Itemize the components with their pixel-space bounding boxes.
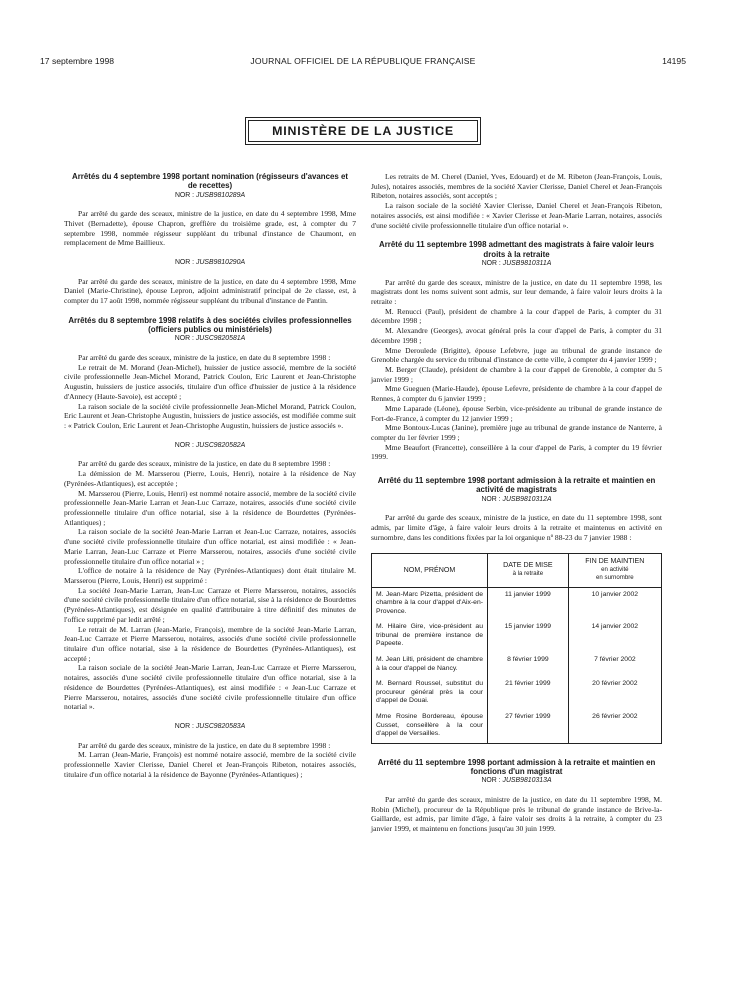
decree-title: Arrêté du 11 septembre 1998 portant admission à la retraite et maintien en fonctions d'un magistrat: [377, 757, 656, 777]
column-header-retirement-date: DATE DE MISE à la retraite: [488, 553, 569, 587]
table-row: [372, 620, 662, 653]
header-date: 17 septembre 1998: [40, 56, 115, 66]
paragraph: L'office de notaire à la résidence de Nay (Pyrénées-Atlantiques) dont était titulaire M. Marsserou (Pierre, Louis, Henri) est supprimé :: [64, 566, 356, 585]
nor-reference: NOR : JUSC9820582A: [174, 441, 246, 449]
paragraph: La raison sociale de la société civile professionnelle Jean-Michel Morand, Patrick Coulon, Eric Laurent et Jean-Christophe Augustin, huissiers de justice associés, est modifiée comme suit : « Patrick Coulon, Eric Laurent et Jean-Christophe Augustin, huissiers de justice associés ».: [64, 401, 356, 431]
paragraph: M. Alexandre (Georges), avocat général près la cour d'appel de Paris, à compter du 31 décembre 1998 ;: [371, 326, 662, 345]
table-row: [372, 587, 662, 620]
cell-end-date: 26 février 2002: [568, 710, 661, 743]
paragraph: La démission de M. Marsserou (Pierre, Louis, Henri), notaire à la résidence de Nay (Pyrénées-Atlantiques), est acceptée ;: [64, 469, 356, 488]
paragraph: M. Renucci (Paul), président de chambre à la cour d'appel de Paris, à compter du 31 décembre 1998 ;: [371, 306, 662, 326]
column-header-name: NOM, PRÉNOM: [372, 553, 488, 587]
cell-retirement-date: 11 janvier 1999: [488, 587, 569, 620]
paragraph: Par arrêté du garde des sceaux, ministre de la justice, en date du 4 septembre 1998, Mme Thivet (Bernadette), épouse Chapron, greffière du troisième grade, est, à compter du 7 septembre 1998, nommée régisseur suppléant du tribunal d'instance de Chaumont, en remplacement de Mme Baillieux.: [64, 209, 356, 248]
cell-end-date: 20 février 2002: [568, 677, 661, 710]
cell-retirement-date: 27 février 1999: [488, 710, 569, 743]
right-column: [371, 172, 662, 834]
paragraph: Les retraits de M. Cherel (Daniel, Yves, Edouard) et de M. Ribeton (Jean-François, Louis, Jules), notaires associés, membres de la société Xavier Clerisse, Daniel Cherel et Jean-François Ribeton, notaires associés, sont acceptés ;: [371, 172, 662, 201]
cell-end-date: 7 février 2002: [568, 653, 661, 677]
cell-retirement-date: 8 février 1999: [488, 653, 569, 677]
nor-reference: NOR : JUSB9810311A: [481, 259, 552, 267]
paragraph: Mme Beaufort (Francette), conseillère à la cour d'appel de Paris, à compter du 19 février 1999.: [371, 442, 662, 462]
nor-reference: NOR : JUSB9810313A: [481, 777, 552, 785]
paragraph: Le retrait de M. Morand (Jean-Michel), huissier de justice associé, membre de la société civile professionnelle Jean-Michel Morand, Patrick Coulon, Eric Laurent et Jean-Christophe Augustin, huissiers de justice associés, titulaire d'un office d'huissier de justice à la résidence d'Annecy (Haute-Savoie), est accepté ;: [64, 362, 356, 401]
journal-title: JOURNAL OFFICIEL DE LA RÉPUBLIQUE FRANÇAISE: [250, 56, 476, 66]
paragraph: Le retrait de M. Larran (Jean-Marie, François), membre de la société Jean-Marie Larran, Jean-Luc Carraze et Pierre Marsserou, notaires, associés d'une société civile professionnelle titulaire d'un office notarial, sise à la résidence de Bourdettes (Pyrénées-Atlantiques), est accepté ;: [64, 624, 356, 663]
decree-title: Arrêté du 11 septembre 1998 admettant des magistrats à faire valoir leurs droits à la retraite: [379, 240, 654, 259]
nor-reference: NOR : JUSB9810289A: [174, 191, 246, 199]
cell-retirement-date: 15 janvier 1999: [488, 620, 569, 653]
paragraph: Par arrêté du garde des sceaux, ministre de la justice, en date du 11 septembre 1998, M. Robin (Michel), procureur de la République près le tribunal de grande instance de Brive-la-Gaillarde, est admis, par limite d'âge, à faire valoir ses droits à la retraite, à compter du 23 janvier 1999, et maintenu en fonctions jusqu'au 30 juin 1999.: [371, 795, 662, 834]
paragraph: Mme Bontoux-Lucas (Janine), première juge au tribunal de grande instance de Nanterre, à compter du 1er février 1999 ;: [371, 423, 662, 442]
paragraph: Mme Deroulede (Brigitte), épouse Lefebvre, juge au tribunal de grande instance de Grenoble chargée du service du tribunal d'instance de cette ville, à compter du 4 janvier 1999 ;: [371, 345, 662, 365]
left-column: [64, 172, 356, 780]
ministry-banner: [245, 117, 481, 145]
cell-retirement-date: 21 février 1999: [488, 677, 569, 710]
paragraph: Par arrêté du garde des sceaux, ministre de la justice, en date du 11 septembre 1998, les magistrats dont les noms suivent sont admis, sur leur demande, à faire valoir leurs droits à la retraite :: [371, 277, 662, 306]
paragraph: La société Jean-Marie Larran, Jean-Luc Carraze et Pierre Marsserou, notaires, associés d'une société civile professionnelle titulaire d'un office notarial, sise à la résidence de Bourdettes (Pyrénées-Atlantiques), est désignée en qualité d'attributaire à titre définitif des minutes de l'office supprimé par ledit arrêté ;: [64, 585, 356, 624]
table-row: [372, 653, 662, 677]
paragraph: La raison sociale de la société Jean-Marie Larran et Jean-Luc Carraze, notaires, associés d'une société civile professionnelle titulaire d'un office notarial, est ainsi modifiée : « Jean-Marie Larran, Jean-Luc Carraze et Pierre Marsserou, notaires, associés d'une société civile professionnelle titulaire d'un office notarial » ;: [64, 527, 356, 566]
page-number: 14195: [662, 56, 686, 66]
column-header-end-of-activity: FIN DE MAINTIEN en activité en surnombre: [568, 553, 661, 587]
cell-name: M. Hilaire Gire, vice-président au tribunal de première instance de Papeete.: [372, 620, 488, 653]
paragraph: Mme Gueguen (Marie-Haude), épouse Lefevre, présidente de chambre à la cour d'appel de Rennes, à compter du 6 janvier 1999 ;: [371, 384, 662, 404]
nor-reference: NOR : JUSC9820581A: [174, 335, 246, 343]
paragraph: Mme Laparade (Léone), épouse Serbin, vice-présidente au tribunal de grande instance de Fort-de-France, à compter du 12 janvier 1999 ;: [371, 403, 662, 423]
decree-title: Arrêté du 11 septembre 1998 portant admission à la retraite et maintien en activité de magistrats: [377, 476, 656, 495]
table-row: [372, 677, 662, 710]
nor-reference: NOR : JUSC9820583A: [174, 723, 246, 731]
paragraph: Par arrêté du garde des sceaux, ministre de la justice, en date du 4 septembre 1998, Mme Daniel (Marie-Christine), épouse Lepron, adjoint administratif principal de 2e classe, est, à compter du 17 août 1998, nommée régisseur suppléant du tribunal d'instance de Pantin.: [64, 276, 356, 306]
cell-name: M. Jean-Marc Pizetta, président de chambre à la cour d'appel d'Aix-en-Provence.: [372, 587, 488, 620]
paragraph: M. Larran (Jean-Marie, François) est nommé notaire associé, membre de la société civile professionnelle Xavier Clerisse, Daniel Cherel et Jean-François Ribeton, notaires associés, titulaire d'un office notarial à la résidence de Bayonne (Pyrénées-Atlantiques) ;: [64, 750, 356, 779]
paragraph: Par arrêté du garde des sceaux, ministre de la justice, en date du 8 septembre 1998 :: [78, 353, 331, 362]
decree-title: Arrêtés du 4 septembre 1998 portant nomination (régisseurs d'avances et de recettes): [72, 172, 348, 191]
nor-reference: NOR : JUSB9810290A: [174, 259, 246, 267]
cell-name: M. Bernard Roussel, substitut du procureur général près la cour d'appel de Douai.: [372, 677, 488, 710]
nor-reference: NOR : JUSB9810312A: [481, 495, 552, 503]
paragraph: Par arrêté du garde des sceaux, ministre de la justice, en date du 11 septembre 1998, sont admis, par limite d'âge, à faire valoir leurs droits à la retraite et maintenus en activité en surnombre, dans les conditions fixées par la loi organique nº 88-23 du 7 janvier 1988 :: [371, 513, 662, 542]
ministry-title: MINISTÈRE DE LA JUSTICE: [248, 120, 478, 142]
cell-end-date: 14 janvier 2002: [568, 620, 661, 653]
table-header-row: [372, 553, 662, 587]
decree-title: Arrêtés du 8 septembre 1998 relatifs à des sociétés civiles professionnelles (officiers publics ou ministériels): [68, 315, 352, 335]
cell-name: M. Jean Lilti, président de chambre à la cour d'appel de Nancy.: [372, 653, 488, 677]
paragraph: La raison sociale de la société Jean-Marie Larran, Jean-Luc Carraze et Pierre Marsserou, notaires, associés d'une société civile professionnelle titulaire d'un office notarial, sise à la résidence de Bourdettes (Pyrénées-Atlantiques), est ainsi modifiée : « Jean-Luc Carraze et Pierre Marsserou, notaires, associés d'une société civile professionnelle titulaire d'un office notarial ».: [64, 663, 356, 712]
paragraph: Par arrêté du garde des sceaux, ministre de la justice, en date du 8 septembre 1998 :: [78, 740, 331, 750]
page-header: [40, 56, 686, 70]
paragraph: M. Marsserou (Pierre, Louis, Henri) est nommé notaire associé, membre de la société civile professionnelle Jean-Marie Larran et Jean-Luc Carraze, notaires, associés d'une société civile professionnelle titulaire d'un office notarial, sise à la résidence de Bourdettes (Pyrénées-Atlantiques) ;: [64, 488, 356, 527]
paragraph: M. Berger (Claude), président de chambre à la cour d'appel de Grenoble, à compter du 5 janvier 1999 ;: [371, 364, 662, 384]
paragraph: La raison sociale de la société Xavier Clerisse, Daniel Cherel et Jean-François Ribeton, notaires associés, est ainsi modifiée : « Xavier Clerisse et Jean-Marie Larran, notaires, associés d'une société civile professionnelle titulaire d'un office notarial ».: [371, 201, 662, 230]
table-row: [372, 710, 662, 743]
cell-end-date: 10 janvier 2002: [568, 587, 661, 620]
cell-name: Mme Rosine Bordereau, épouse Cusset, conseillère à la cour d'appel de Versailles.: [372, 710, 488, 743]
paragraph: Par arrêté du garde des sceaux, ministre de la justice, en date du 8 septembre 1998 :: [78, 459, 331, 469]
magistrates-table: [371, 553, 662, 744]
